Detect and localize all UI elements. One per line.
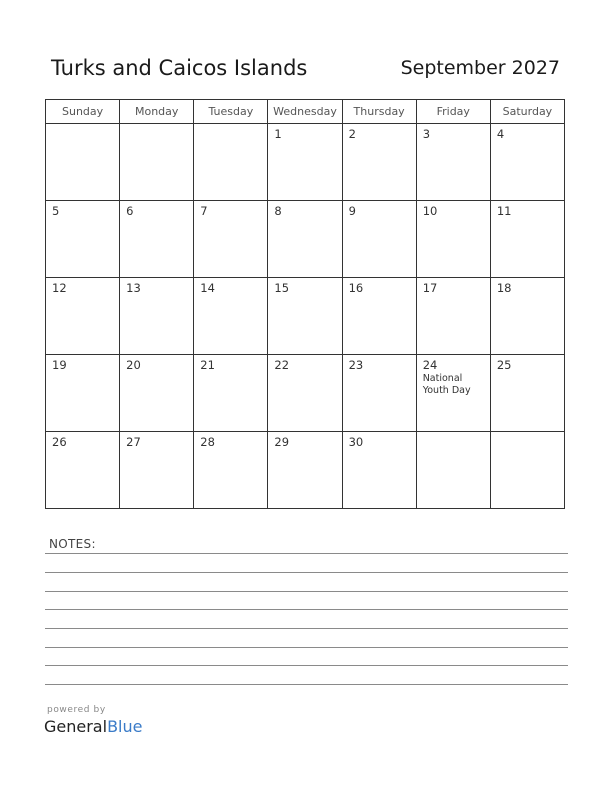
day-cell — [46, 432, 120, 509]
country-title: Turks and Caicos Islands — [51, 56, 308, 80]
note-line — [45, 647, 568, 648]
weekday-wednesday: Wednesday — [268, 100, 342, 124]
note-line — [45, 553, 568, 554]
day-number: 12 — [52, 281, 67, 295]
day-cell — [416, 278, 490, 355]
day-cell — [416, 355, 490, 432]
day-number: 4 — [496, 127, 505, 141]
note-line — [45, 684, 568, 685]
day-number: 3 — [422, 127, 431, 141]
day-cell — [46, 201, 120, 278]
day-cell — [194, 278, 268, 355]
day-cell — [268, 355, 342, 432]
week-row — [46, 201, 565, 278]
day-number: 18 — [496, 281, 512, 295]
day-cell — [46, 355, 120, 432]
weekday-monday: Monday — [120, 100, 194, 124]
week-row — [46, 278, 565, 355]
day-cell — [490, 278, 564, 355]
holiday-label: National Youth Day — [422, 373, 471, 396]
logo-general-text: General — [44, 717, 108, 736]
day-cell — [342, 201, 416, 278]
day-number: 6 — [126, 204, 134, 218]
day-number: 29 — [274, 435, 290, 449]
weekday-tuesday: Tuesday — [194, 100, 268, 124]
day-cell — [194, 124, 268, 201]
day-cell — [268, 124, 342, 201]
calendar-body — [46, 124, 565, 509]
weekday-thursday: Thursday — [342, 100, 416, 124]
day-cell — [120, 432, 194, 509]
day-cell — [268, 201, 342, 278]
day-number: 1 — [274, 127, 282, 141]
day-number: 17 — [422, 281, 438, 295]
day-number: 25 — [496, 358, 512, 372]
generalblue-logo — [44, 717, 142, 736]
day-number: 11 — [496, 204, 512, 218]
day-number: 9 — [348, 204, 356, 218]
day-cell — [194, 432, 268, 509]
day-number: 5 — [52, 204, 60, 218]
day-cell — [268, 432, 342, 509]
day-cell — [268, 278, 342, 355]
day-cell — [416, 432, 490, 509]
day-cell — [120, 278, 194, 355]
weekday-friday: Friday — [416, 100, 490, 124]
month-year-title: September 2027 — [400, 57, 560, 79]
day-number: 30 — [348, 435, 364, 449]
day-number: 20 — [126, 358, 141, 372]
day-cell — [490, 201, 564, 278]
day-number: 23 — [348, 358, 364, 372]
day-number: 7 — [200, 204, 208, 218]
logo-blue-text: Blue — [107, 717, 143, 736]
week-row — [46, 432, 565, 509]
day-number: 15 — [274, 281, 290, 295]
note-line — [45, 609, 568, 610]
day-number: 24 — [422, 358, 438, 372]
weekday-header-row — [46, 100, 565, 124]
day-number: 26 — [52, 435, 67, 449]
day-cell — [342, 124, 416, 201]
week-row — [46, 355, 565, 432]
day-cell — [416, 201, 490, 278]
day-number: 2 — [348, 127, 356, 141]
day-number: 21 — [200, 358, 215, 372]
note-line — [45, 591, 568, 592]
note-line — [45, 628, 568, 629]
day-cell — [120, 355, 194, 432]
day-cell — [46, 278, 120, 355]
day-number: 27 — [126, 435, 141, 449]
weekday-sunday: Sunday — [46, 100, 120, 124]
notes-label: NOTES: — [49, 537, 96, 551]
day-number: 28 — [200, 435, 215, 449]
weekday-saturday: Saturday — [490, 100, 564, 124]
calendar-grid — [45, 99, 565, 509]
day-cell — [490, 432, 564, 509]
day-cell — [490, 124, 564, 201]
day-number: 8 — [274, 204, 282, 218]
day-number: 10 — [422, 204, 438, 218]
note-line — [45, 665, 568, 666]
day-cell — [194, 355, 268, 432]
day-cell — [194, 201, 268, 278]
day-cell — [342, 432, 416, 509]
day-number: 13 — [126, 281, 141, 295]
note-line — [45, 572, 568, 573]
day-number: 22 — [274, 358, 290, 372]
week-row — [46, 124, 565, 201]
day-number: 19 — [52, 358, 67, 372]
day-cell — [490, 355, 564, 432]
day-cell — [46, 124, 120, 201]
day-cell — [120, 201, 194, 278]
day-cell — [342, 355, 416, 432]
day-number: 16 — [348, 281, 364, 295]
day-cell — [342, 278, 416, 355]
day-cell — [120, 124, 194, 201]
day-cell — [416, 124, 490, 201]
powered-by-text: powered by — [47, 705, 106, 715]
day-number: 14 — [200, 281, 215, 295]
